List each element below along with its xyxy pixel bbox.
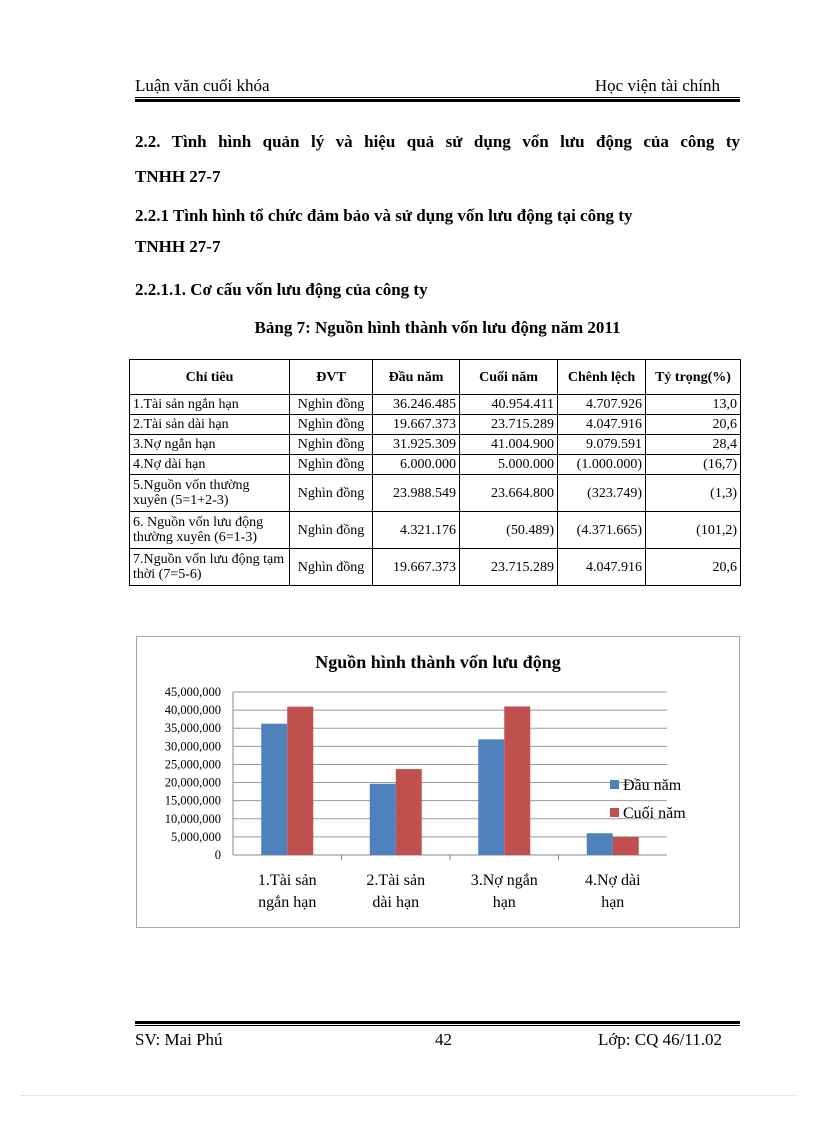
cell-beginning: 36.246.485 <box>373 395 460 415</box>
cell-unit: Nghìn đồng <box>290 512 373 549</box>
y-tick-label: 15,000,000 <box>164 793 221 808</box>
table-row <box>130 455 741 475</box>
bar-cuoi-nam <box>287 707 313 855</box>
cell-beginning: 6.000.000 <box>373 455 460 475</box>
col-header-difference: Chênh lệch <box>558 360 646 395</box>
cell-difference: 4.047.916 <box>558 415 646 435</box>
col-header-end: Cuối năm <box>460 360 558 395</box>
cell-unit: Nghìn đồng <box>290 415 373 435</box>
table-row <box>130 549 741 586</box>
x-tick-label: hạn <box>492 894 516 911</box>
legend-swatch <box>610 780 619 789</box>
cell-end: (50.489) <box>460 512 558 549</box>
y-tick-label: 35,000,000 <box>164 721 221 736</box>
x-tick-label: dài hạn <box>372 894 420 911</box>
cell-indicator: 2.Tài sản dài hạn <box>130 415 290 435</box>
cell-unit: Nghìn đồng <box>290 475 373 512</box>
cell-proportion: 20,6 <box>646 549 741 586</box>
cell-difference: (323.749) <box>558 475 646 512</box>
cell-beginning: 19.667.373 <box>373 549 460 586</box>
cell-proportion: 28,4 <box>646 435 741 455</box>
x-tick-label: 4.Nợ dài <box>584 872 641 889</box>
cell-difference: 4.047.916 <box>558 549 646 586</box>
cell-difference: 4.707.926 <box>558 395 646 415</box>
cell-end: 5.000.000 <box>460 455 558 475</box>
y-tick-label: 30,000,000 <box>164 739 221 754</box>
bar-cuoi-nam <box>504 706 530 855</box>
cell-end: 40.954.411 <box>460 395 558 415</box>
col-header-indicator: Chỉ tiêu <box>130 360 290 395</box>
x-tick-label: ngắn hạn <box>258 894 317 911</box>
cell-end: 23.715.289 <box>460 415 558 435</box>
col-header-proportion: Tỷ trọng(%) <box>646 360 741 395</box>
cell-proportion: (101,2) <box>646 512 741 549</box>
bar-dau-nam <box>587 833 613 855</box>
cell-proportion: (1,3) <box>646 475 741 512</box>
y-tick-label: 5,000,000 <box>171 829 221 844</box>
col-header-beginning: Đầu năm <box>373 360 460 395</box>
cell-beginning: 23.988.549 <box>373 475 460 512</box>
section-heading-2-2-1-1: 2.2.1.1. Cơ cấu vốn lưu động của công ty <box>135 280 428 299</box>
col-header-unit: ĐVT <box>290 360 373 395</box>
y-tick-label: 0 <box>214 848 221 862</box>
section-heading-2-2-1: 2.2.1 Tình hình tổ chức đảm bảo và sử dụng vốn lưu động tại công ty <box>135 206 633 225</box>
cell-beginning: 4.321.176 <box>373 512 460 549</box>
bar-dau-nam <box>261 724 287 855</box>
x-tick-label: 3.Nợ ngắn <box>470 872 538 889</box>
page-header <box>135 74 740 98</box>
header-thesis-title: Luận văn cuối khóa <box>135 76 270 95</box>
cell-indicator: 7.Nguồn vốn lưu động tạm thời (7=5-6) <box>130 549 290 586</box>
section-heading-2-2-cont: TNHH 27-7 <box>135 167 221 186</box>
section-heading-2-2-1-cont: TNHH 27-7 <box>135 237 221 256</box>
y-tick-label: 25,000,000 <box>164 757 221 772</box>
table-row <box>130 475 741 512</box>
footer-student: SV: Mai Phú <box>135 1030 223 1049</box>
cell-indicator: 5.Nguồn vốn thường xuyên (5=1+2-3) <box>130 475 290 512</box>
legend-label: Đầu năm <box>623 777 682 794</box>
cell-proportion: 13,0 <box>646 395 741 415</box>
footer-page-number: 42 <box>435 1030 452 1049</box>
header-institution: Học viện tài chính <box>594 76 720 95</box>
table-header-row <box>130 360 741 395</box>
chart-title: Nguồn hình thành vốn lưu động <box>315 652 561 672</box>
cell-end: 23.715.289 <box>460 549 558 586</box>
section-heading-2-2: 2.2. Tình hình quản lý và hiệu quả sử dụng vốn lưu động của công ty <box>135 132 740 151</box>
cell-proportion: (16,7) <box>646 455 741 475</box>
page-edge <box>20 1095 796 1096</box>
cell-unit: Nghìn đồng <box>290 435 373 455</box>
capital-source-table <box>129 359 741 586</box>
bar-chart <box>137 637 739 927</box>
x-tick-label: 1.Tài sản <box>257 872 317 889</box>
y-tick-label: 45,000,000 <box>164 685 221 699</box>
chart-container <box>136 636 740 928</box>
legend-label: Cuối năm <box>623 805 686 822</box>
cell-end: 23.664.800 <box>460 475 558 512</box>
cell-end: 41.004.900 <box>460 435 558 455</box>
footer-rule-thin <box>135 1025 740 1026</box>
header-rule-thin <box>135 97 740 98</box>
cell-indicator: 3.Nợ ngắn hạn <box>130 435 290 455</box>
table-row <box>130 395 741 415</box>
cell-difference: (4.371.665) <box>558 512 646 549</box>
x-tick-label: 2.Tài sản <box>366 872 426 889</box>
bar-dau-nam <box>370 784 396 855</box>
y-tick-label: 20,000,000 <box>164 775 221 790</box>
cell-unit: Nghìn đồng <box>290 455 373 475</box>
bar-cuoi-nam <box>613 837 639 855</box>
cell-unit: Nghìn đồng <box>290 395 373 415</box>
cell-difference: 9.079.591 <box>558 435 646 455</box>
cell-beginning: 19.667.373 <box>373 415 460 435</box>
y-tick-label: 10,000,000 <box>164 811 221 826</box>
cell-unit: Nghìn đồng <box>290 549 373 586</box>
cell-indicator: 4.Nợ dài hạn <box>130 455 290 475</box>
cell-beginning: 31.925.309 <box>373 435 460 455</box>
footer-rule-thick <box>135 1021 740 1024</box>
cell-difference: (1.000.000) <box>558 455 646 475</box>
cell-indicator: 1.Tài sản ngắn hạn <box>130 395 290 415</box>
table-row <box>130 512 741 549</box>
table-row <box>130 435 741 455</box>
bar-dau-nam <box>478 739 504 855</box>
cell-indicator: 6. Nguồn vốn lưu động thường xuyên (6=1-3) <box>130 512 290 549</box>
cell-proportion: 20,6 <box>646 415 741 435</box>
footer-class: Lớp: CQ 46/11.02 <box>597 1030 722 1049</box>
y-tick-label: 40,000,000 <box>164 703 221 718</box>
bar-cuoi-nam <box>396 769 422 855</box>
legend-swatch <box>610 808 619 817</box>
table-caption: Bảng 7: Nguồn hình thành vốn lưu động năm 2011 <box>254 318 621 337</box>
x-tick-label: hạn <box>601 894 625 911</box>
table-row <box>130 415 741 435</box>
header-rule-thick <box>135 99 740 102</box>
